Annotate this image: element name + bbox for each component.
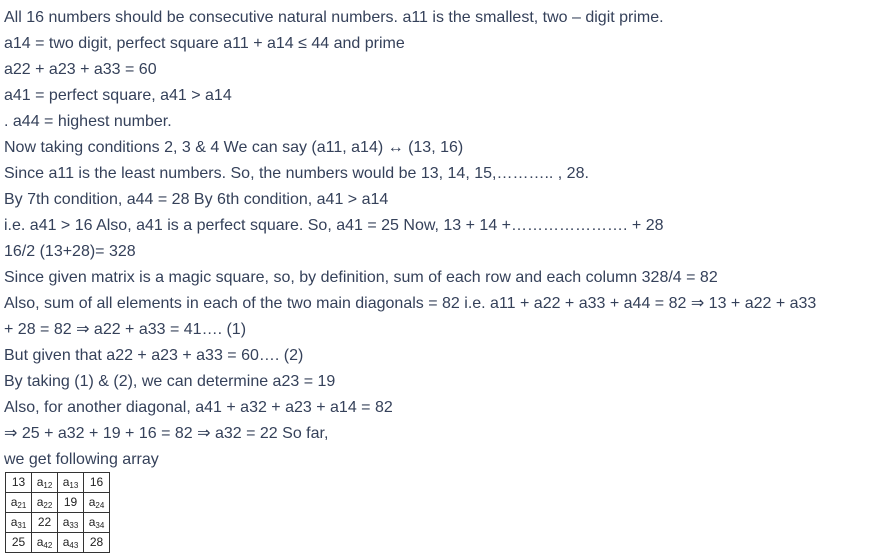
matrix-cell-symbol: a [10,495,18,509]
text-line-12: Also, sum of all elements in each of the two main diagonals = 82 i.e. a11 + a22 + a33 + a44 = 82 ⇒ 13 + a22 + a33 [4,295,817,312]
text-line-1: All 16 numbers should be consecutive natural numbers. a11 is the smallest, two – digit prime. [4,9,664,26]
solution-text [4,5,880,473]
matrix-cell-symbol: a [88,495,96,509]
text-line-13: + 28 = 82 ⇒ a22 + a33 = 41…. (1) [4,321,247,338]
text-line-11: Since given matrix is a magic square, so, by definition, sum of each row and each column 328/4 = 82 [4,269,718,286]
matrix-cell-index: 13 [69,481,79,490]
text-line-8: By 7th condition, a44 = 28 By 6th condition, a41 > a14 [4,191,389,208]
matrix-cell [32,473,58,493]
matrix-cell [32,493,58,513]
text-line-4: a41 = perfect square, a41 > a14 [4,87,232,104]
matrix-cell-symbol: a [62,535,70,549]
matrix-cell-index: 34 [95,521,105,530]
text-line-10: 16/2 (13+28)= 328 [4,243,136,260]
matrix-cell-value: 22 [37,515,52,529]
matrix-cell-symbol: a [36,475,44,489]
text-line-9: i.e. a41 > 16 Also, a41 is a perfect square. So, a41 = 25 Now, 13 + 14 +…………………. + 28 [4,217,664,234]
matrix-cell-index: 43 [69,541,79,550]
matrix-row [6,513,110,533]
matrix-cell [84,513,110,533]
matrix-cell [84,473,110,493]
matrix-row [6,493,110,513]
matrix-row [6,473,110,493]
matrix-cell-symbol: a [88,515,96,529]
matrix-cell [58,473,84,493]
text-line-7: Since a11 is the least numbers. So, the numbers would be 13, 14, 15,……….. , 28. [4,165,589,182]
matrix-cell [6,533,32,553]
matrix-cell-symbol: a [36,535,44,549]
matrix-cell [6,493,32,513]
matrix-cell [6,513,32,533]
matrix-cell-index: 21 [17,501,27,510]
matrix-cell-value: 28 [89,535,104,549]
text-line-5: . a44 = highest number. [4,113,172,130]
matrix-cell [84,533,110,553]
magic-square-array [5,472,110,553]
matrix-cell [58,493,84,513]
matrix-cell-symbol: a [62,515,70,529]
matrix-cell-symbol: a [36,495,44,509]
matrix-cell-value: 16 [89,475,104,489]
text-line-14: But given that a22 + a23 + a33 = 60…. (2) [4,347,304,364]
matrix-cell [6,473,32,493]
matrix-cell-index: 42 [43,541,53,550]
matrix-cell [32,513,58,533]
matrix-cell [58,533,84,553]
matrix-cell-index: 24 [95,501,105,510]
text-line-2: a14 = two digit, perfect square a11 + a14 ≤ 44 and prime [4,35,405,52]
text-line-15: By taking (1) & (2), we can determine a23 = 19 [4,373,336,390]
matrix-cell-index: 22 [43,501,53,510]
matrix-cell [32,533,58,553]
matrix-cell-symbol: a [62,475,70,489]
matrix-cell-symbol: a [10,515,18,529]
text-line-18: we get following array [4,451,159,468]
matrix-row [6,533,110,553]
text-line-16: Also, for another diagonal, a41 + a32 + a23 + a14 = 82 [4,399,393,416]
matrix-cell-index: 12 [43,481,53,490]
matrix-cell-index: 33 [69,521,79,530]
text-line-17: ⇒ 25 + a32 + 19 + 16 = 82 ⇒ a32 = 22 So far, [4,425,329,442]
matrix-cell [58,513,84,533]
matrix-cell-index: 31 [17,521,27,530]
matrix-cell-value: 19 [63,495,78,509]
text-line-6: Now taking conditions 2, 3 & 4 We can say (a11, a14) ↔ (13, 16) [4,139,464,156]
matrix-cell [84,493,110,513]
matrix-cell-value: 25 [11,535,26,549]
text-line-3: a22 + a23 + a33 = 60 [4,61,157,78]
matrix-cell-value: 13 [11,475,26,489]
